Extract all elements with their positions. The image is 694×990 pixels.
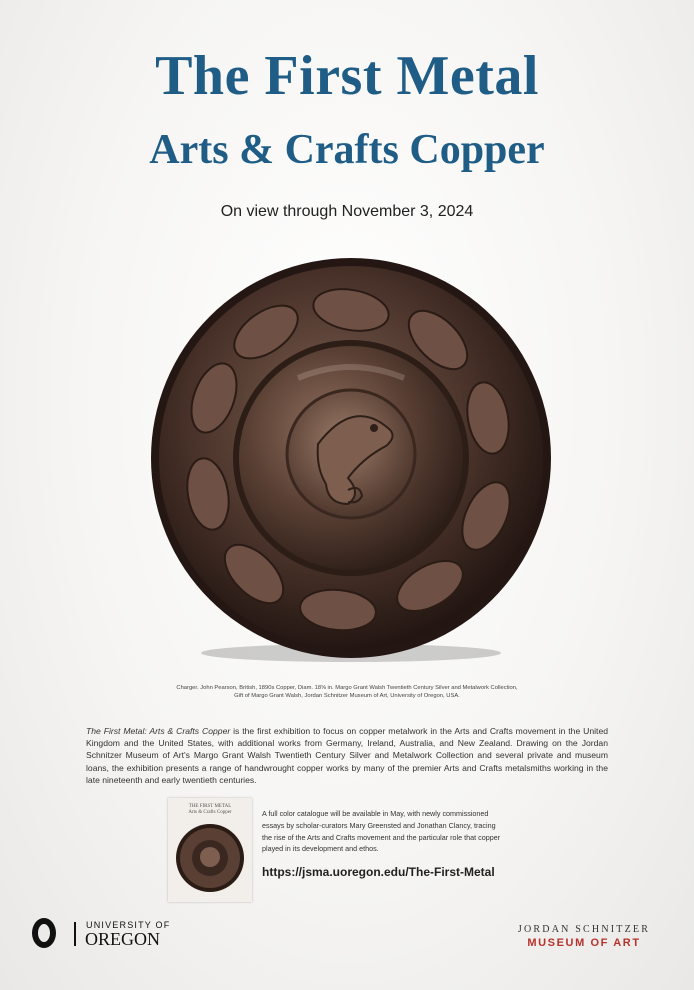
caption-line-2: Gift of Margo Grant Walsh, Jordan Schnitzer Museum of Art, University of Oregon, USA. (234, 693, 460, 699)
exhibition-link[interactable]: https://jsma.uoregon.edu/The-First-Metal (262, 865, 495, 879)
catalogue-cover-title-line-2: Arts & Crafts Copper (188, 810, 232, 815)
jsma-logo-line-2: MUSEUM OF ART (527, 937, 641, 949)
exhibition-description (86, 725, 608, 787)
exhibition-title-italic: The First Metal: Arts & Crafts Copper (86, 725, 231, 736)
uo-divider (74, 922, 76, 946)
artwork-caption (140, 684, 554, 700)
uo-logo-line-2: OREGON (85, 929, 160, 949)
page-title: The First Metal (155, 45, 539, 107)
description-body: is the first exhibition to focus on copper metalwork in the Arts and Crafts movement in the United Kingdom and the United States, with additional works from Germany, Ireland, Australia, and New Zealand. Drawing on the Jordan Schnitzer Museum of Art's Margo Grant Walsh Twentieth Century Silver and Metalwork Collection and several private and museum loans, the exhibition presents a range of handwrought copper works by many of the premier Arts and Crafts metalsmiths working in the late nineteenth and early twentieth centuries. (86, 725, 608, 786)
page-subtitle: Arts & Crafts Copper (149, 127, 545, 173)
caption-line-1: Charger. John Pearson, British, 1890s Copper, Diam. 18⅝ in. Margo Grant Walsh Twentieth Century Silver and Metalwork Collection, (176, 685, 518, 691)
exhibition-dates: On view through November 3, 2024 (220, 203, 474, 220)
uo-logo-line-1: UNIVERSITY OF (86, 920, 171, 930)
copper-charger-image (148, 258, 554, 664)
catalogue-cover-plate (174, 820, 246, 896)
university-of-oregon-logo (30, 916, 210, 956)
catalogue-cover-title-line-1: THE FIRST METAL (188, 804, 232, 809)
jsma-logo-line-1: JORDAN SCHNITZER (517, 924, 651, 935)
catalogue-cover-image (168, 798, 252, 902)
uo-o-icon (32, 918, 56, 948)
catalogue-cover-title (168, 804, 252, 816)
catalogue-description: A full color catalogue will be available in May, with newly commissioned essays by scholar-curators Mary Greensted and Jonathan Clancy, tracing the rise of the Arts and Crafts movement and the particular role that copper played in its development and ethos. (262, 809, 501, 854)
